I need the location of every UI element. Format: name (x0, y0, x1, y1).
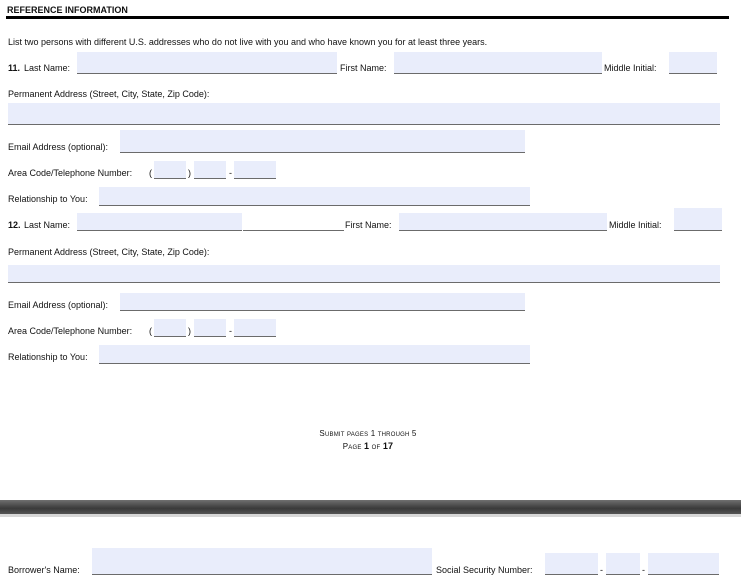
ref1-address-label: Permanent Address (Street, City, State, Zip Code): (8, 89, 210, 99)
ref2-middle-initial-field[interactable] (674, 208, 722, 231)
footer-page-prefix: Page (342, 442, 362, 451)
ref1-phone-label: Area Code/Telephone Number: (8, 168, 133, 178)
page-break-shadow (0, 514, 741, 517)
ref1-address-field[interactable] (8, 103, 720, 125)
ref1-middle-initial-label: Middle Initial: (604, 63, 657, 73)
ref2-number: 12. (8, 220, 21, 230)
ref2-first-name-label: First Name: (345, 220, 392, 230)
section-divider (6, 16, 729, 19)
ref2-phone-line-field[interactable] (234, 319, 276, 337)
ref2-last-name-label: Last Name: (24, 220, 71, 230)
ref1-last-name-label: Last Name: (24, 63, 71, 73)
ref1-number: 11. (8, 63, 21, 73)
ref1-relationship-field[interactable] (99, 187, 530, 206)
ssn-part2-field[interactable] (606, 553, 640, 575)
ref1-first-name-label: First Name: (340, 63, 387, 73)
ref1-phone-prefix-field[interactable] (194, 161, 226, 179)
ref2-phone-open-paren: ( (149, 326, 152, 336)
ref1-last-name-field[interactable] (77, 52, 337, 74)
borrower-name-label: Borrower's Name: (8, 565, 80, 575)
ref1-email-field[interactable] (120, 130, 525, 153)
ref2-phone-close-paren: ) (188, 326, 191, 336)
ref1-relationship-label: Relationship to You: (8, 194, 88, 204)
ref1-first-name-field[interactable] (394, 52, 602, 74)
instructions-text: List two persons with different U.S. addresses who do not live with you and who have known you for at least three years. (8, 37, 488, 47)
ref1-phone-line-field[interactable] (234, 161, 276, 179)
ref2-last-name-field[interactable] (77, 213, 242, 231)
ref2-last-name-field-ext[interactable] (243, 213, 344, 231)
ref2-email-label: Email Address (optional): (8, 300, 109, 310)
ref1-email-label: Email Address (optional): (8, 142, 109, 152)
ref2-middle-initial-label: Middle Initial: (609, 220, 662, 230)
ref2-address-field[interactable] (8, 265, 720, 283)
ref1-phone-close-paren: ) (188, 168, 191, 178)
ref2-relationship-label: Relationship to You: (8, 352, 88, 362)
footer-page-current: 1 (364, 441, 370, 451)
footer-submit-note: Submit pages 1 through 5 (319, 429, 417, 438)
ssn-dash-1: - (600, 565, 603, 575)
ref2-relationship-field[interactable] (99, 345, 530, 364)
ref2-area-code-field[interactable] (154, 319, 186, 337)
ref2-email-field[interactable] (120, 293, 525, 311)
ref2-first-name-field[interactable] (399, 213, 607, 231)
footer-page-of: of (371, 442, 381, 451)
borrower-name-field[interactable] (92, 548, 432, 575)
ssn-label: Social Security Number: (436, 565, 533, 575)
ssn-part3-field[interactable] (648, 553, 719, 575)
ref2-phone-dash: - (229, 326, 232, 336)
footer-page-total: 17 (382, 441, 394, 451)
ssn-part1-field[interactable] (545, 553, 598, 575)
ref2-address-label: Permanent Address (Street, City, State, Zip Code): (8, 247, 210, 257)
footer-page-number (268, 441, 468, 452)
ref1-phone-dash: - (229, 168, 232, 178)
ref2-phone-prefix-field[interactable] (194, 319, 226, 337)
ref2-phone-label: Area Code/Telephone Number: (8, 326, 133, 336)
ref1-area-code-field[interactable] (154, 161, 186, 179)
page-break (0, 500, 741, 514)
section-title: REFERENCE INFORMATION (7, 5, 128, 15)
ref1-phone-open-paren: ( (149, 168, 152, 178)
ssn-dash-2: - (642, 565, 645, 575)
ref1-middle-initial-field[interactable] (669, 52, 717, 74)
